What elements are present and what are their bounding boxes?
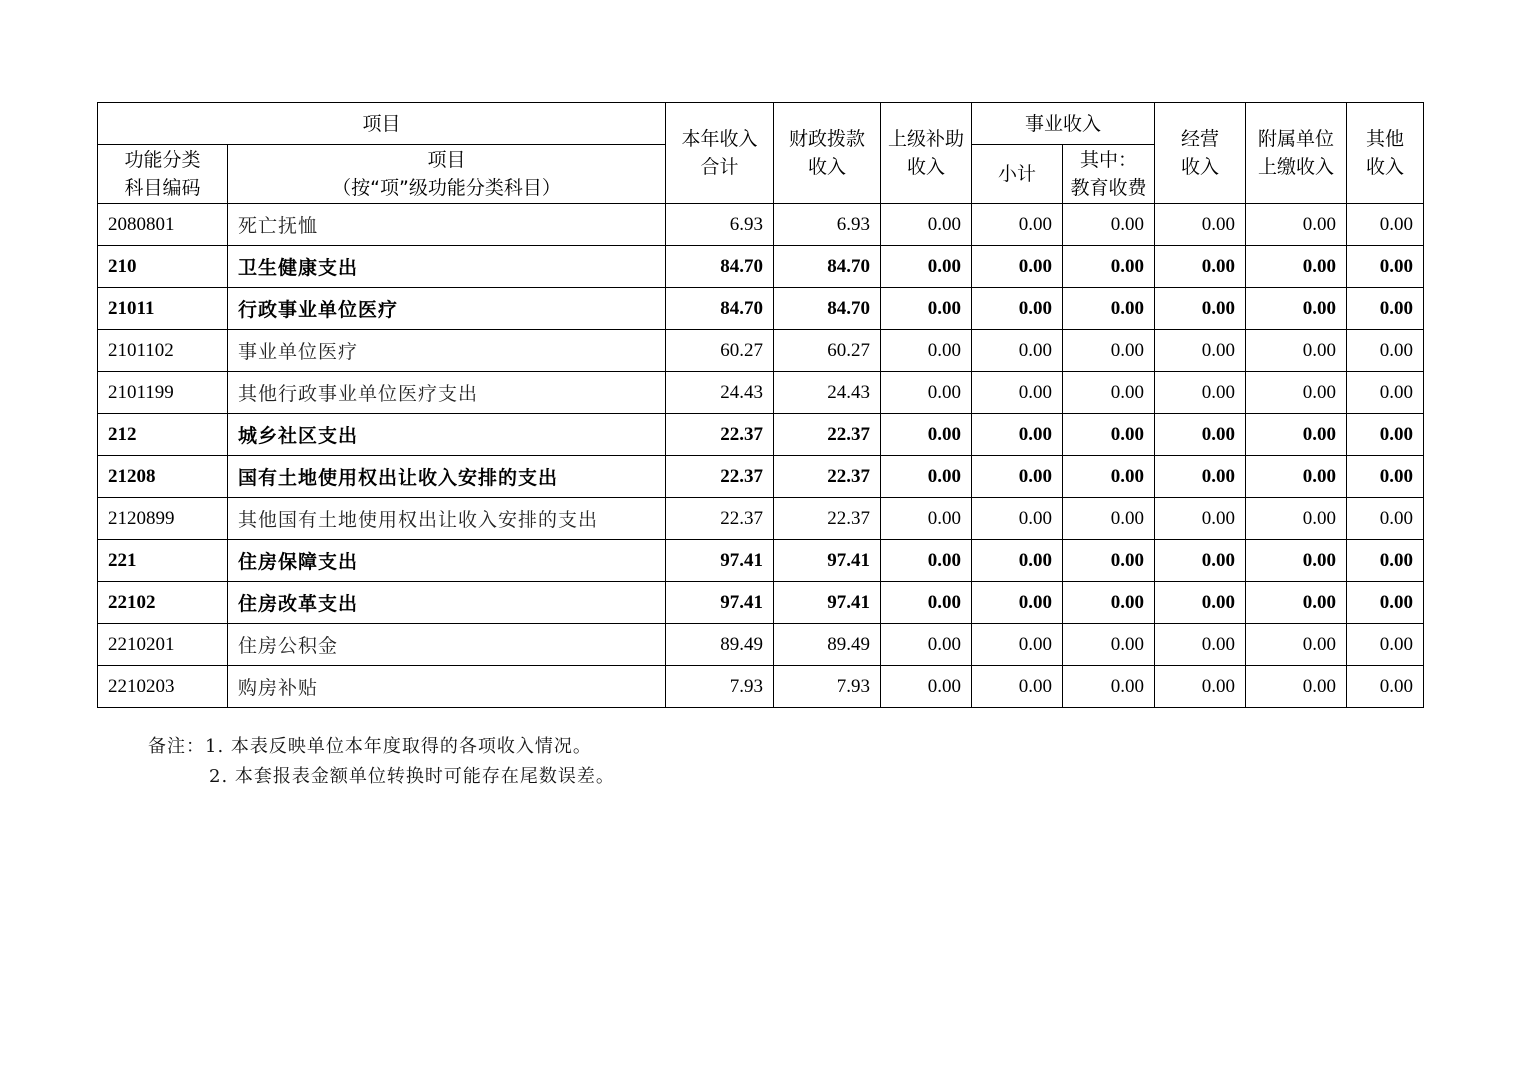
row-code: 21011 — [98, 288, 228, 330]
cell-business-subtotal: 0.00 — [972, 582, 1063, 624]
row-code: 210 — [98, 246, 228, 288]
cell-other: 0.00 — [1347, 246, 1424, 288]
cell-affiliate: 0.00 — [1246, 246, 1347, 288]
table-header — [98, 103, 1424, 204]
table-row — [98, 666, 1424, 708]
cell-business-subtotal: 0.00 — [972, 372, 1063, 414]
cell-business-edu: 0.00 — [1063, 204, 1155, 246]
note-line-2 — [148, 762, 615, 792]
cell-fiscal: 22.37 — [774, 456, 881, 498]
cell-business-subtotal: 0.00 — [972, 330, 1063, 372]
header-business: 事业收入 — [972, 103, 1155, 145]
cell-other: 0.00 — [1347, 456, 1424, 498]
income-table-container — [97, 102, 1423, 708]
cell-fiscal: 84.70 — [774, 288, 881, 330]
cell-business-edu: 0.00 — [1063, 330, 1155, 372]
header-superior: 上级补助 收入 — [881, 103, 972, 204]
cell-total: 97.41 — [666, 582, 774, 624]
cell-other: 0.00 — [1347, 498, 1424, 540]
cell-total: 60.27 — [666, 330, 774, 372]
cell-business-subtotal: 0.00 — [972, 246, 1063, 288]
cell-superior: 0.00 — [881, 414, 972, 456]
cell-operation: 0.00 — [1155, 288, 1246, 330]
cell-operation: 0.00 — [1155, 540, 1246, 582]
cell-affiliate: 0.00 — [1246, 582, 1347, 624]
table-row — [98, 330, 1424, 372]
row-code: 2101102 — [98, 330, 228, 372]
row-name: 国有土地使用权出让收入安排的支出 — [228, 456, 666, 498]
cell-fiscal: 24.43 — [774, 372, 881, 414]
cell-fiscal: 22.37 — [774, 498, 881, 540]
cell-affiliate: 0.00 — [1246, 540, 1347, 582]
row-code: 212 — [98, 414, 228, 456]
cell-fiscal: 60.27 — [774, 330, 881, 372]
cell-business-subtotal: 0.00 — [972, 456, 1063, 498]
cell-affiliate: 0.00 — [1246, 498, 1347, 540]
cell-total: 84.70 — [666, 288, 774, 330]
row-code: 2120899 — [98, 498, 228, 540]
cell-business-edu: 0.00 — [1063, 456, 1155, 498]
cell-fiscal: 22.37 — [774, 414, 881, 456]
row-name: 住房改革支出 — [228, 582, 666, 624]
cell-business-subtotal: 0.00 — [972, 498, 1063, 540]
notes — [148, 732, 615, 792]
header-item: 项目 — [98, 103, 666, 145]
cell-superior: 0.00 — [881, 246, 972, 288]
cell-superior: 0.00 — [881, 288, 972, 330]
cell-operation: 0.00 — [1155, 372, 1246, 414]
cell-superior: 0.00 — [881, 330, 972, 372]
header-affiliate: 附属单位 上缴收入 — [1246, 103, 1347, 204]
cell-superior: 0.00 — [881, 666, 972, 708]
table-body — [98, 204, 1424, 708]
cell-other: 0.00 — [1347, 624, 1424, 666]
row-code: 2210203 — [98, 666, 228, 708]
table-row — [98, 498, 1424, 540]
table-row — [98, 456, 1424, 498]
cell-business-edu: 0.00 — [1063, 246, 1155, 288]
header-func-code: 功能分类 科目编码 — [98, 145, 228, 204]
row-code: 2080801 — [98, 204, 228, 246]
cell-total: 6.93 — [666, 204, 774, 246]
row-name: 其他行政事业单位医疗支出 — [228, 372, 666, 414]
cell-affiliate: 0.00 — [1246, 624, 1347, 666]
row-name: 购房补贴 — [228, 666, 666, 708]
note-text-2: 2. 本套报表金额单位转换时可能存在尾数误差。 — [209, 766, 615, 787]
row-name: 事业单位医疗 — [228, 330, 666, 372]
cell-business-edu: 0.00 — [1063, 540, 1155, 582]
cell-fiscal: 97.41 — [774, 540, 881, 582]
cell-superior: 0.00 — [881, 498, 972, 540]
income-table — [97, 102, 1424, 708]
row-name: 城乡社区支出 — [228, 414, 666, 456]
table-row — [98, 372, 1424, 414]
cell-affiliate: 0.00 — [1246, 414, 1347, 456]
cell-affiliate: 0.00 — [1246, 204, 1347, 246]
cell-other: 0.00 — [1347, 288, 1424, 330]
cell-operation: 0.00 — [1155, 456, 1246, 498]
cell-fiscal: 84.70 — [774, 246, 881, 288]
cell-business-subtotal: 0.00 — [972, 288, 1063, 330]
cell-total: 22.37 — [666, 414, 774, 456]
cell-total: 22.37 — [666, 456, 774, 498]
cell-business-edu: 0.00 — [1063, 414, 1155, 456]
cell-business-subtotal: 0.00 — [972, 666, 1063, 708]
row-code: 22102 — [98, 582, 228, 624]
cell-affiliate: 0.00 — [1246, 456, 1347, 498]
cell-superior: 0.00 — [881, 540, 972, 582]
header-item-sub: 项目 （按“项”级功能分类科目） — [228, 145, 666, 204]
cell-operation: 0.00 — [1155, 582, 1246, 624]
header-edu: 其中： 教育收费 — [1063, 145, 1155, 204]
cell-superior: 0.00 — [881, 624, 972, 666]
row-name: 卫生健康支出 — [228, 246, 666, 288]
cell-business-subtotal: 0.00 — [972, 204, 1063, 246]
cell-total: 7.93 — [666, 666, 774, 708]
table-row — [98, 540, 1424, 582]
cell-fiscal: 6.93 — [774, 204, 881, 246]
cell-fiscal: 7.93 — [774, 666, 881, 708]
note-text-1: 1. 本表反映单位本年度取得的各项收入情况。 — [205, 736, 592, 757]
header-fiscal: 财政拨款 收入 — [774, 103, 881, 204]
cell-business-subtotal: 0.00 — [972, 414, 1063, 456]
cell-total: 97.41 — [666, 540, 774, 582]
table-row — [98, 414, 1424, 456]
cell-operation: 0.00 — [1155, 666, 1246, 708]
note-label: 备注： — [148, 736, 205, 757]
cell-total: 24.43 — [666, 372, 774, 414]
cell-business-edu: 0.00 — [1063, 372, 1155, 414]
table-row — [98, 624, 1424, 666]
cell-affiliate: 0.00 — [1246, 372, 1347, 414]
cell-affiliate: 0.00 — [1246, 288, 1347, 330]
cell-operation: 0.00 — [1155, 624, 1246, 666]
row-code: 2210201 — [98, 624, 228, 666]
row-name: 死亡抚恤 — [228, 204, 666, 246]
cell-business-edu: 0.00 — [1063, 288, 1155, 330]
cell-fiscal: 97.41 — [774, 582, 881, 624]
row-code: 21208 — [98, 456, 228, 498]
cell-business-subtotal: 0.00 — [972, 624, 1063, 666]
header-other: 其他 收入 — [1347, 103, 1424, 204]
row-code: 2101199 — [98, 372, 228, 414]
row-code: 221 — [98, 540, 228, 582]
cell-business-edu: 0.00 — [1063, 624, 1155, 666]
cell-superior: 0.00 — [881, 204, 972, 246]
cell-business-edu: 0.00 — [1063, 498, 1155, 540]
header-total: 本年收入 合计 — [666, 103, 774, 204]
cell-other: 0.00 — [1347, 330, 1424, 372]
cell-business-edu: 0.00 — [1063, 582, 1155, 624]
cell-business-subtotal: 0.00 — [972, 540, 1063, 582]
cell-superior: 0.00 — [881, 582, 972, 624]
table-row — [98, 204, 1424, 246]
cell-affiliate: 0.00 — [1246, 666, 1347, 708]
cell-total: 89.49 — [666, 624, 774, 666]
cell-other: 0.00 — [1347, 372, 1424, 414]
cell-superior: 0.00 — [881, 372, 972, 414]
row-name: 其他国有土地使用权出让收入安排的支出 — [228, 498, 666, 540]
cell-operation: 0.00 — [1155, 498, 1246, 540]
row-name: 行政事业单位医疗 — [228, 288, 666, 330]
cell-operation: 0.00 — [1155, 414, 1246, 456]
cell-other: 0.00 — [1347, 666, 1424, 708]
note-line-1 — [148, 732, 615, 762]
cell-operation: 0.00 — [1155, 204, 1246, 246]
cell-operation: 0.00 — [1155, 330, 1246, 372]
table-row — [98, 288, 1424, 330]
cell-operation: 0.00 — [1155, 246, 1246, 288]
cell-other: 0.00 — [1347, 414, 1424, 456]
cell-fiscal: 89.49 — [774, 624, 881, 666]
header-subtotal: 小计 — [972, 145, 1063, 204]
cell-superior: 0.00 — [881, 456, 972, 498]
table-row — [98, 582, 1424, 624]
row-name: 住房公积金 — [228, 624, 666, 666]
cell-total: 84.70 — [666, 246, 774, 288]
table-row — [98, 246, 1424, 288]
cell-business-edu: 0.00 — [1063, 666, 1155, 708]
header-operation: 经营 收入 — [1155, 103, 1246, 204]
cell-affiliate: 0.00 — [1246, 330, 1347, 372]
cell-other: 0.00 — [1347, 582, 1424, 624]
row-name: 住房保障支出 — [228, 540, 666, 582]
cell-other: 0.00 — [1347, 540, 1424, 582]
cell-total: 22.37 — [666, 498, 774, 540]
cell-other: 0.00 — [1347, 204, 1424, 246]
